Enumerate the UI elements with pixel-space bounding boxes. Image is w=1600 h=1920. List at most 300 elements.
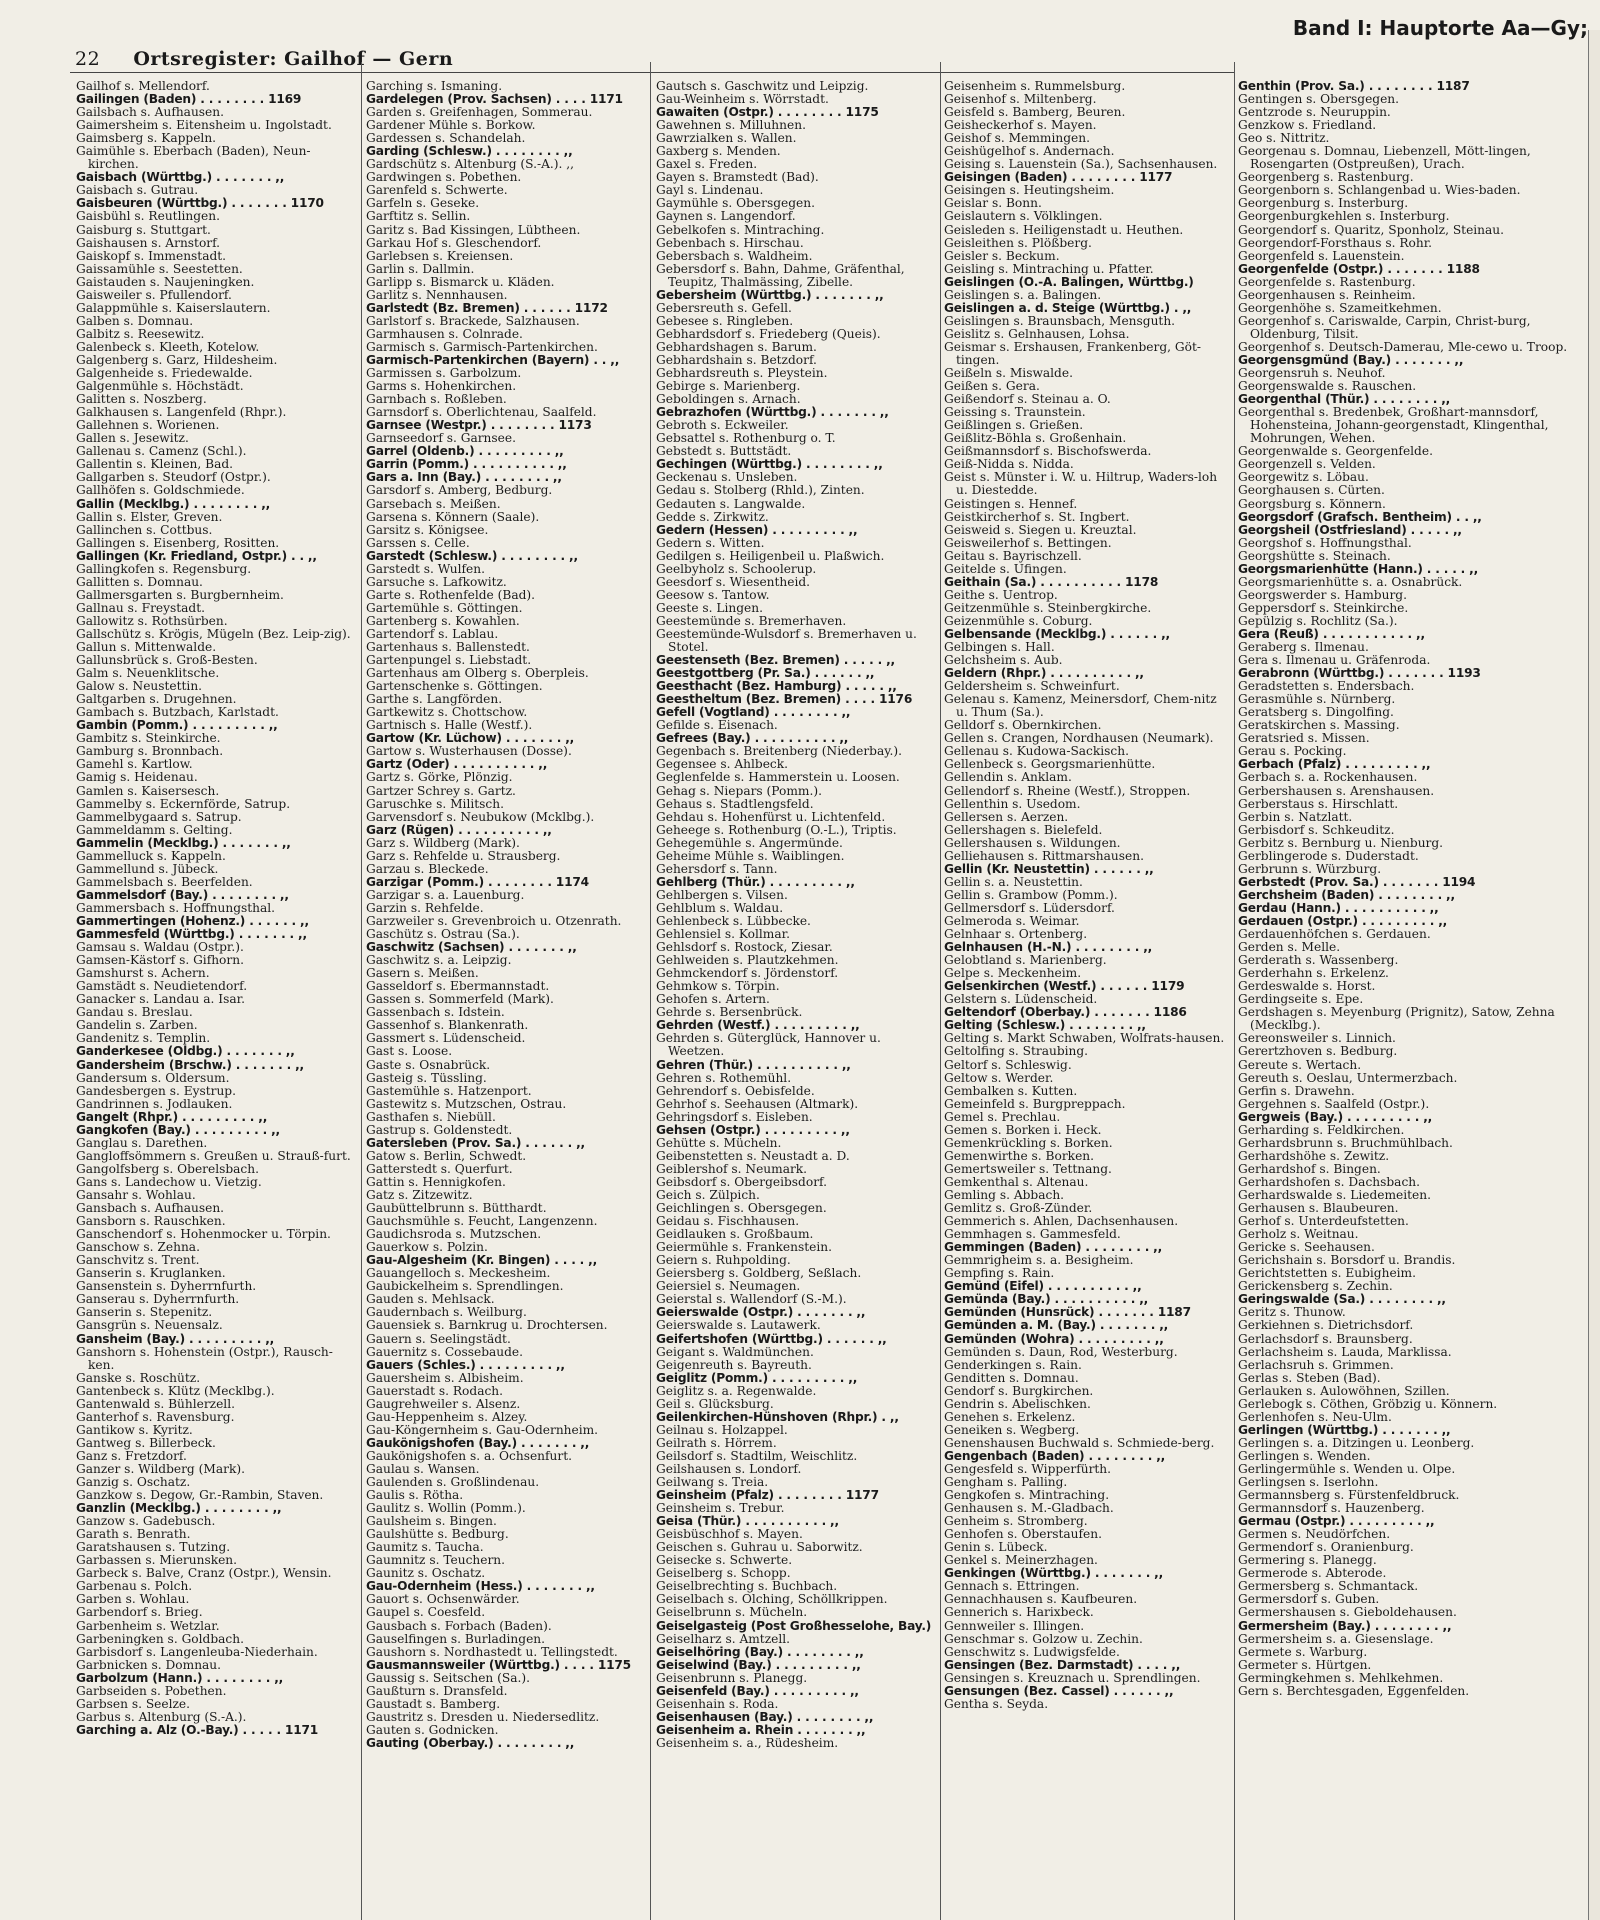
register-entry: Gehrhof s. Seehausen (Altmark). bbox=[656, 1097, 859, 1111]
register-entry: Geglenfelde s. Hammerstein u. Loosen. bbox=[656, 771, 900, 785]
register-entry: Gauselfingen s. Burladingen. bbox=[366, 1632, 546, 1646]
register-entry: Gehlsdorf s. Rostock, Ziesar. bbox=[656, 941, 833, 955]
register-entry: Gelchsheim s. Aub. bbox=[944, 654, 1063, 668]
register-entry: Gerlingen s. Wenden. bbox=[1238, 1449, 1371, 1463]
register-entry: Gereonsweiler s. Linnich. bbox=[1238, 1032, 1396, 1046]
register-entry: Geismar s. Ershausen, Frankenberg, Göt-tingen. bbox=[944, 340, 1201, 367]
register-entry: Gerhausen s. Blaubeuren. bbox=[1238, 1202, 1399, 1216]
register-entry: Gerderhahn s. Erkelenz. bbox=[1238, 967, 1389, 981]
register-entry: Geisfeld s. Bamberg, Beuren. bbox=[944, 106, 1126, 120]
register-entry-main: Gemünd (Eifel) . . . . . . . . . . ,, bbox=[944, 1280, 1142, 1294]
register-entry: Gallunsbrück s. Groß-Besten. bbox=[76, 654, 258, 668]
register-entry: Gansborn s. Rauschken. bbox=[76, 1215, 226, 1229]
register-entry: Gerhof s. Unterdeufstetten. bbox=[1238, 1215, 1409, 1229]
register-entry: Gans s. Landechow u. Vietzig. bbox=[76, 1175, 262, 1189]
register-entry: Georgewitz s. Löbau. bbox=[1238, 471, 1369, 485]
register-entry: Garbseiden s. Pobethen. bbox=[76, 1684, 227, 1698]
register-entry: Gereute s. Wertach. bbox=[1238, 1058, 1362, 1072]
register-entry: Gebelkofen s. Mintraching. bbox=[656, 223, 825, 237]
register-entry: Gennachhausen s. Kaufbeuren. bbox=[944, 1593, 1138, 1607]
register-entry-main: Gallin (Mecklbg.) . . . . . . . . ,, bbox=[76, 497, 271, 511]
register-entry: Gansgrün s. Neuensalz. bbox=[76, 1319, 223, 1333]
register-entry-main: Geldern (Rhpr.) . . . . . . . . . . ,, bbox=[944, 667, 1144, 681]
register-entry: Gallen s. Jesewitz. bbox=[76, 432, 189, 446]
register-entry: Gemling s. Abbach. bbox=[944, 1188, 1065, 1202]
register-entry: Geilnau s. Holzappel. bbox=[656, 1423, 788, 1437]
register-entry: Gedau s. Stolberg (Rhld.), Zinten. bbox=[656, 484, 865, 498]
register-entry: Gastrup s. Goldenstedt. bbox=[366, 1123, 513, 1137]
register-entry: Gehdau s. Hohenfürst u. Lichtenfeld. bbox=[656, 810, 886, 824]
register-entry: Gaubüttelbrunn s. Bütthardt. bbox=[366, 1202, 547, 1216]
register-entry: Galm s. Neuenklitsche. bbox=[76, 667, 220, 681]
register-entry-main: Gerchsheim (Baden) . . . . . . . . ,, bbox=[1238, 888, 1455, 902]
register-entry: Gerberstaus s. Hirschlatt. bbox=[1238, 797, 1399, 811]
register-entry: Ganglau s. Darethen. bbox=[76, 1136, 208, 1150]
register-entry: Gartkewitz s. Chottschow. bbox=[366, 706, 528, 720]
register-entry-main: Gaukönigshofen (Bay.) . . . . . . . ,, bbox=[366, 1436, 590, 1450]
register-entry: Genditten s. Domnau. bbox=[944, 1371, 1079, 1385]
register-entry: Geilshausen s. Londorf. bbox=[656, 1462, 802, 1476]
register-entry: Gallhöfen s. Goldschmiede. bbox=[76, 484, 245, 498]
register-entry: Gallitten s. Domnau. bbox=[76, 575, 203, 589]
register-entry-main: Garnsee (Westpr.) . . . . . . . . 1173 bbox=[366, 419, 592, 433]
register-entry-main: Gerdau (Hann.) . . . . . . . . . . ,, bbox=[1238, 901, 1439, 915]
register-entry: Gallun s. Mittenwalde. bbox=[76, 641, 217, 655]
register-entry: Garuschke s. Militsch. bbox=[366, 797, 504, 811]
register-entry: Gehegemühle s. Angermünde. bbox=[656, 836, 843, 850]
register-entry-main: Gammertingen (Hohenz.) . . . . . . ,, bbox=[76, 915, 309, 928]
register-entry: Garlipp s. Bismarck u. Kläden. bbox=[366, 275, 555, 289]
register-entry: Gebhardshagen s. Barum. bbox=[656, 340, 817, 354]
register-entry-main: Gemünden (Hunsrück) . . . . . . . 1187 bbox=[944, 1306, 1191, 1320]
register-entry: Gaußturn s. Dransfeld. bbox=[366, 1684, 508, 1698]
register-entry: Gellen s. Crangen, Nordhausen (Neumark). bbox=[944, 732, 1214, 746]
register-entry: Gambach s. Butzbach, Karlstadt. bbox=[76, 706, 279, 720]
register-entry-main: Gemmingen (Baden) . . . . . . . . ,, bbox=[944, 1241, 1163, 1255]
register-entry: Galgenheide s. Friedewalde. bbox=[76, 367, 253, 381]
register-entry-main: Ganderkesee (Oldbg.) . . . . . . . ,, bbox=[76, 1045, 295, 1059]
register-entry: Garfeln s. Geseke. bbox=[366, 197, 480, 211]
page-title: Ortsregister: Gailhof — Gern bbox=[133, 48, 454, 70]
register-entry: Gauernitz s. Cossebaude. bbox=[366, 1345, 524, 1359]
register-entry-main: Geringswalde (Sa.) . . . . . . . . ,, bbox=[1238, 1293, 1446, 1307]
register-entry-main: Germau (Ostpr.) . . . . . . . . . ,, bbox=[1238, 1515, 1435, 1529]
column-divider bbox=[1234, 62, 1235, 1920]
register-entry: Geiglitz s. a. Regenwalde. bbox=[656, 1384, 817, 1398]
register-entry: Gerlebogk s. Cöthen, Gröbzig u. Könnern. bbox=[1238, 1397, 1498, 1411]
register-entry: Garitz s. Bad Kissingen, Lübtheen. bbox=[366, 223, 581, 237]
register-entry: Garath s. Benrath. bbox=[76, 1528, 191, 1542]
register-entry: Garmhausen s. Colnrade. bbox=[366, 327, 523, 341]
register-entry: Gelpe s. Meckenheim. bbox=[944, 967, 1082, 981]
register-entry: Geisenhain s. Roda. bbox=[656, 1697, 779, 1711]
register-entry: Ganshorn s. Hohenstein (Ostpr.), Rausch-ken. bbox=[76, 1345, 333, 1372]
register-entry: Geesdorf s. Wiesentheid. bbox=[656, 575, 811, 589]
register-entry: Gassenhof s. Blankenrath. bbox=[366, 1019, 529, 1033]
register-entry: Geheime Mühle s. Waiblingen. bbox=[656, 849, 845, 863]
register-entry: Garlebsen s. Kreiensen. bbox=[366, 249, 514, 263]
register-entry: Gandersum s. Oldersum. bbox=[76, 1071, 230, 1085]
register-entry: Geizenmühle s. Coburg. bbox=[944, 614, 1093, 628]
register-entry: Gerharding s. Feldkirchen. bbox=[1238, 1123, 1405, 1137]
register-entry: Gaumnitz s. Teuchern. bbox=[366, 1554, 506, 1568]
register-entry: Galgenberg s. Garz, Hildesheim. bbox=[76, 353, 278, 367]
register-entry: Ganacker s. Landau a. Isar. bbox=[76, 993, 245, 1007]
register-entry: Garte s. Rothenfelde (Bad). bbox=[366, 588, 536, 602]
register-entry: Gehaus s. Stadtlengsfeld. bbox=[656, 797, 814, 811]
register-entry: Geil s. Glücksburg. bbox=[656, 1397, 774, 1411]
register-entry: Gerhardshöhe s. Zewitz. bbox=[1238, 1149, 1390, 1163]
register-entry: Gauort s. Ochsenwärder. bbox=[366, 1593, 520, 1607]
register-entry: Gansbach s. Aufhausen. bbox=[76, 1202, 225, 1216]
register-entry: Geibsdorf s. Obergeibsdorf. bbox=[656, 1175, 827, 1189]
register-entry: Gerlachsruh s. Grimmen. bbox=[1238, 1358, 1394, 1372]
register-entry: Gemkenthal s. Altenau. bbox=[944, 1175, 1089, 1189]
register-entry: Gellmersdorf s. Lüdersdorf. bbox=[944, 901, 1115, 915]
register-entry: Garlitz s. Nennhausen. bbox=[366, 288, 508, 302]
register-entry: Georgenau s. Domnau, Liebenzell, Mött-lingen, Rosengarten (Ostpreußen), Urach. bbox=[1238, 145, 1531, 172]
register-entry-main: Ganzlin (Mecklbg.) . . . . . . . . ,, bbox=[76, 1502, 282, 1516]
register-entry-main: Gemünda (Bay.) . . . . . . . . . . ,, bbox=[944, 1293, 1149, 1307]
column-divider bbox=[361, 62, 362, 1920]
register-entry: Gaimersheim s. Eitensheim u. Ingolstadt. bbox=[76, 119, 332, 133]
register-entry: Geiern s. Ruhpolding. bbox=[656, 1254, 791, 1268]
register-entry: Genehen s. Erkelenz. bbox=[944, 1410, 1076, 1424]
register-entry: Gereuth s. Oeslau, Untermerzbach. bbox=[1238, 1071, 1458, 1085]
register-entry: Gehringsdorf s. Eisleben. bbox=[656, 1110, 813, 1124]
register-entry: Gellendorf s. Rheine (Westf.), Stroppen. bbox=[944, 784, 1191, 798]
register-entry: Gaishausen s. Arnstorf. bbox=[76, 236, 221, 250]
register-entry: Gaudichsroda s. Mutzschen. bbox=[366, 1228, 542, 1242]
register-entry-main: Geestgottberg (Pr. Sa.) . . . . . . ,, bbox=[656, 667, 875, 681]
register-entry: Geiselbrunn s. Mücheln. bbox=[656, 1606, 808, 1620]
register-entry: Gengkofen s. Mintraching. bbox=[944, 1489, 1110, 1503]
register-entry: Geo s. Nittritz. bbox=[1238, 132, 1330, 146]
register-entry: Gerkiehnen s. Dietrichsdorf. bbox=[1238, 1319, 1414, 1333]
register-entry: Gemlitz s. Groß-Zünder. bbox=[944, 1202, 1093, 1216]
register-entry-main: Gandersheim (Brschw.) . . . . . . . ,, bbox=[76, 1058, 304, 1072]
register-entry: Geeste s. Lingen. bbox=[656, 601, 763, 615]
register-entry-main: Geislingen (O.-A. Balingen, Württbg.) bbox=[944, 275, 1194, 289]
register-entry: Geratsberg s. Dingolfing. bbox=[1238, 706, 1394, 720]
register-entry-main: Geisenhausen (Bay.) . . . . . . . . ,, bbox=[656, 1710, 874, 1724]
register-entry: Georgenwalde s. Georgenfelde. bbox=[1238, 445, 1433, 459]
register-entry: Gassenbach s. Idstein. bbox=[366, 1006, 505, 1020]
register-entry: Gellenau s. Kudowa-Sackisch. bbox=[944, 745, 1129, 759]
register-entry-main: Gerabronn (Württbg.) . . . . . . . 1193 bbox=[1238, 667, 1481, 681]
register-entry: Gallin s. Elster, Greven. bbox=[76, 510, 223, 524]
register-entry-main: Gammesfeld (Württbg.) . . . . . . . ,, bbox=[76, 928, 307, 942]
register-entry: Gerholz s. Weitnau. bbox=[1238, 1228, 1359, 1242]
register-entry: Garnsdorf s. Oberlichtenau, Saalfeld. bbox=[366, 406, 597, 420]
register-entry: Garbassen s. Mierunsken. bbox=[76, 1554, 238, 1568]
register-entry: Gensingen s. Kreuznach u. Sprendlingen. bbox=[944, 1671, 1201, 1685]
register-entry: Gelting s. Markt Schwaben, Wolfrats-hausen. bbox=[944, 1032, 1225, 1046]
register-entry: Gallowitz s. Rothsürben. bbox=[76, 614, 228, 628]
register-entry: Gaulshütte s. Bedburg. bbox=[366, 1528, 509, 1542]
register-entry: Geiselbach s. Ölching, Schöllkrippen. bbox=[656, 1593, 888, 1607]
register-entry: Gau-Heppenheim s. Alzey. bbox=[366, 1410, 528, 1424]
register-entry: Garbenau s. Polch. bbox=[76, 1580, 193, 1594]
register-entry: Gantenwald s. Bühlerzell. bbox=[76, 1397, 235, 1411]
register-entry: Georgenhof s. Deutsch-Damerau, Mle-cewo u. Troop. bbox=[1238, 340, 1568, 354]
register-entry-main: Gawaiten (Ostpr.) . . . . . . . . 1175 bbox=[656, 106, 879, 120]
register-entry-main: Gellin (Kr. Neustettin) . . . . . . ,, bbox=[944, 862, 1154, 876]
register-entry-main: Gemünden a. M. (Bay.) . . . . . . . ,, bbox=[944, 1319, 1169, 1333]
register-entry-main: Geisenheim a. Rhein . . . . . . . ,, bbox=[656, 1723, 866, 1737]
register-entry: Garbisdorf s. Langenleuba-Niederhain. bbox=[76, 1645, 318, 1659]
register-entry: Gebirge s. Marienberg. bbox=[656, 380, 801, 394]
register-entry: Gempfing s. Rain. bbox=[944, 1267, 1055, 1281]
register-entry: Gemenkrückling s. Borken. bbox=[944, 1136, 1113, 1150]
register-entry: Gastewitz s. Mutzschen, Ostrau. bbox=[366, 1097, 567, 1111]
register-entry: Gaymühle s. Obersgegen. bbox=[656, 197, 815, 211]
register-entry: Gehlenbeck s. Lübbecke. bbox=[656, 915, 811, 928]
volume-header: Band I: Hauptorte Aa—Gy; bbox=[1292, 16, 1588, 40]
register-entry-main: Geesthacht (Bez. Hamburg) . . . . . ,, bbox=[656, 680, 897, 694]
register-entry: Garlin s. Dallmin. bbox=[366, 262, 475, 276]
register-entry: Ganserin s. Stepenitz. bbox=[76, 1306, 213, 1320]
register-entry: Genschmar s. Golzow u. Zechin. bbox=[944, 1632, 1143, 1646]
register-entry: Gentha s. Seyda. bbox=[944, 1697, 1049, 1711]
register-entry: Geilwang s. Treia. bbox=[656, 1476, 769, 1490]
register-entry: Geichlingen s. Obersgegen. bbox=[656, 1202, 827, 1216]
register-entry: Georghausen s. Cürten. bbox=[1238, 484, 1385, 498]
register-entry: Geiermühle s. Frankenstein. bbox=[656, 1241, 832, 1255]
register-entry: Gellin s. Grambow (Pomm.). bbox=[944, 888, 1118, 902]
register-entry: Geidlauken s. Großbaum. bbox=[656, 1228, 814, 1242]
register-entry: Gamshurst s. Achern. bbox=[76, 967, 210, 981]
register-entry: Garbsen s. Seelze. bbox=[76, 1697, 191, 1711]
register-entry: Gaiskopf s. Immenstadt. bbox=[76, 249, 227, 263]
register-entry: Geckenau s. Unsleben. bbox=[656, 471, 798, 485]
register-entry: Ganschow s. Zehna. bbox=[76, 1241, 200, 1255]
register-entry: Geisenhof s. Miltenberg. bbox=[944, 93, 1097, 107]
register-entry: Gassmert s. Lüdenscheid. bbox=[366, 1032, 526, 1046]
register-entry: Gerlingsen s. Iserlohn. bbox=[1238, 1476, 1379, 1490]
register-entry: Geigant s. Waldmünchen. bbox=[656, 1345, 814, 1359]
register-entry: Georgendorf s. Quaritz, Sponholz, Steinau. bbox=[1238, 223, 1505, 237]
register-entry: Gerhardshof s. Bingen. bbox=[1238, 1162, 1381, 1176]
register-entry: Gatz s. Zitzewitz. bbox=[366, 1188, 473, 1202]
register-entry: Garsuche s. Lafkowitz. bbox=[366, 575, 507, 589]
register-entry: Gelldorf s. Obernkirchen. bbox=[944, 719, 1102, 733]
register-entry: Gebhardsreuth s. Pleystein. bbox=[656, 367, 828, 381]
register-entry: Gerbin s. Natzlatt. bbox=[1238, 810, 1353, 824]
register-entry: Garzweiler s. Grevenbroich u. Otzenrath. bbox=[366, 915, 622, 928]
register-entry: Germersberg s. Schmantack. bbox=[1238, 1580, 1419, 1594]
register-entry: Geheege s. Rothenburg (O.-L.), Triptis. bbox=[656, 823, 897, 837]
register-entry: Geisler s. Beckum. bbox=[944, 249, 1060, 263]
register-entry-main: Gangelt (Rhpr.) . . . . . . . . . ,, bbox=[76, 1110, 268, 1124]
register-entry: Galbitz s. Reesewitz. bbox=[76, 327, 205, 341]
register-entry: Gemünden s. Daun, Rod, Westerburg. bbox=[944, 1345, 1178, 1359]
register-entry-main: Gallingen (Kr. Friedland, Ostpr.) . . ,, bbox=[76, 549, 317, 563]
register-entry: Geltorf s. Schleswig. bbox=[944, 1058, 1072, 1072]
register-entry: Gengham s. Palling. bbox=[944, 1476, 1068, 1490]
register-entry: Gengesfeld s. Wipperfürth. bbox=[944, 1462, 1112, 1476]
register-entry: Gaushorn s. Nordhastedt u. Tellingstedt. bbox=[366, 1645, 618, 1659]
register-entry: Garbus s. Altenburg (S.-A.). bbox=[76, 1710, 247, 1724]
register-entry: Garthe s. Langförden. bbox=[366, 693, 503, 707]
register-entry: Gauersheim s. Albisheim. bbox=[366, 1371, 524, 1385]
register-entry-main: Gerbach (Pfalz) . . . . . . . . . ,, bbox=[1238, 758, 1431, 772]
register-entry: Ganzkow s. Degow, Gr.-Rambin, Staven. bbox=[76, 1489, 324, 1503]
register-entry: Gemenwirthe s. Borken. bbox=[944, 1149, 1094, 1163]
register-entry: Gammelluck s. Kappeln. bbox=[76, 849, 226, 863]
register-entry: Gaisweiler s. Pfullendorf. bbox=[76, 288, 232, 302]
register-entry: Ganzer s. Wildberg (Mark). bbox=[76, 1462, 245, 1476]
register-entry: Gaxel s. Freden. bbox=[656, 158, 758, 172]
register-entry: Gedilgen s. Heiligenbeil u. Plaßwich. bbox=[656, 549, 885, 563]
register-entry: Gerlas s. Steben (Bad). bbox=[1238, 1371, 1381, 1385]
register-entry: Gauern s. Seelingstädt. bbox=[366, 1332, 511, 1346]
register-entry: Gelmeroda s. Weimar. bbox=[944, 915, 1080, 928]
register-entry: Georgenburg s. Insterburg. bbox=[1238, 197, 1409, 211]
register-entry: Georgsburg s. Könnern. bbox=[1238, 497, 1386, 511]
register-entry: Gartzer Schrey s. Gartz. bbox=[366, 784, 516, 798]
register-entry-main: Gedern (Hessen) . . . . . . . . . ,, bbox=[656, 523, 858, 537]
register-entry: Germannsberg s. Fürstenfeldbruck. bbox=[1238, 1489, 1460, 1503]
register-entry: Gerdingseite s. Epe. bbox=[1238, 993, 1364, 1007]
register-entry: Geinsheim s. Trebur. bbox=[656, 1502, 785, 1516]
register-column-3 bbox=[656, 80, 935, 1750]
register-entry: Gelliehausen s. Rittmarshausen. bbox=[944, 849, 1144, 863]
register-entry-main: Gangkofen (Bay.) . . . . . . . . . ,, bbox=[76, 1123, 280, 1137]
register-entry: Gatow s. Berlin, Schwedt. bbox=[366, 1149, 527, 1163]
register-entry: Germersdorf s. Guben. bbox=[1238, 1593, 1380, 1607]
register-entry: Garms s. Hohenkirchen. bbox=[366, 380, 517, 394]
register-entry: Geneiken s. Wegberg. bbox=[944, 1423, 1080, 1437]
register-entry: Ganschvitz s. Trent. bbox=[76, 1254, 200, 1268]
register-entry: Gartenhaus am Ölberg s. Oberpleis. bbox=[366, 667, 589, 681]
register-entry: Garlstorf s. Brackede, Salzhausen. bbox=[366, 314, 580, 328]
register-entry-main: Geisa (Thür.) . . . . . . . . . . ,, bbox=[656, 1515, 839, 1529]
register-entry-main: Geiglitz (Pomm.) . . . . . . . . . ,, bbox=[656, 1371, 858, 1385]
register-entry: Geislautern s. Völklingen. bbox=[944, 210, 1103, 224]
register-entry: Gauerstadt s. Rodach. bbox=[366, 1384, 504, 1398]
register-entry: Geissing s. Traunstein. bbox=[944, 406, 1086, 420]
register-entry: Georgenhausen s. Reinheim. bbox=[1238, 288, 1416, 302]
register-entry-main: Georgenthal (Thür.) . . . . . . . . ,, bbox=[1238, 393, 1451, 407]
register-entry: Geisbüschhof s. Mayen. bbox=[656, 1528, 803, 1542]
register-entry: Gerlingen s. a. Ditzingen u. Leonberg. bbox=[1238, 1436, 1475, 1450]
register-entry: Geierswalde s. Lautawerk. bbox=[656, 1319, 821, 1333]
register-entry: Gantweg s. Billerbeck. bbox=[76, 1436, 216, 1450]
register-entry: Gentingen s. Obersgegen. bbox=[1238, 93, 1400, 107]
register-entry: Ganzow s. Gadebusch. bbox=[76, 1515, 216, 1529]
register-entry-main: Gensungen (Bez. Cassel) . . . . . . ,, bbox=[944, 1684, 1174, 1698]
register-entry: Gemertsweiler s. Tettnang. bbox=[944, 1162, 1112, 1176]
register-entry: Gambitz s. Steinkirche. bbox=[76, 732, 221, 746]
register-entry: Gandrinnen s. Jodlauken. bbox=[76, 1097, 233, 1111]
register-entry: Gaimsberg s. Kappeln. bbox=[76, 132, 217, 146]
register-column-1 bbox=[76, 80, 356, 1737]
register-entry: Geldersheim s. Schweinfurt. bbox=[944, 680, 1120, 694]
register-entry: Genin s. Lübeck. bbox=[944, 1541, 1048, 1555]
register-entry: Geppersdorf s. Steinkirche. bbox=[1238, 601, 1409, 615]
register-entry: Garzigar s. a. Lauenburg. bbox=[366, 888, 525, 902]
register-entry: Gantenbeck s. Klütz (Mecklbg.). bbox=[76, 1384, 275, 1398]
register-entry: Gerasmühle s. Nürnberg. bbox=[1238, 693, 1396, 707]
register-entry: Gedde s. Zirkwitz. bbox=[656, 510, 769, 524]
register-entry-main: Gelsenkirchen (Westf.) . . . . . . 1179 bbox=[944, 980, 1185, 994]
register-entry: Gardschütz s. Altenburg (S.-A.). ,, bbox=[366, 158, 575, 172]
register-entry: Gauerkow s. Polzin. bbox=[366, 1241, 488, 1255]
adjacent-page-edge bbox=[1588, 30, 1600, 1920]
register-entry: Gammelby s. Eckernförde, Satrup. bbox=[76, 797, 291, 811]
register-entry: Gebesee s. Ringleben. bbox=[656, 314, 794, 328]
register-entry: Gaistauden s. Naujeningken. bbox=[76, 275, 255, 289]
register-entry: Ganschendorf s. Hohenmocker u. Törpin. bbox=[76, 1228, 331, 1242]
register-entry: Georgenfelde s. Rastenburg. bbox=[1238, 275, 1416, 289]
register-entry: Garmisch s. Garmisch-Partenkirchen. bbox=[366, 340, 598, 354]
register-entry: Gaulitz s. Wollin (Pomm.). bbox=[366, 1502, 526, 1516]
register-entry: Geitzenmühle s. Steinbergkirche. bbox=[944, 601, 1152, 615]
register-entry: Gamehl s. Kartlow. bbox=[76, 758, 193, 772]
register-entry: Gaisburg s. Stuttgart. bbox=[76, 223, 211, 237]
register-entry-main: Genthin (Prov. Sa.) . . . . . . . . 1187 bbox=[1238, 80, 1470, 93]
register-entry: Gerichtstetten s. Eubigheim. bbox=[1238, 1267, 1416, 1281]
register-entry: Gansahr s. Wohlau. bbox=[76, 1188, 196, 1202]
register-entry: Gayen s. Bramstedt (Bad). bbox=[656, 171, 819, 185]
register-entry-main: Georgsdorf (Grafsch. Bentheim) . . ,, bbox=[1238, 510, 1482, 524]
register-entry: Gasteig s. Tüssling. bbox=[366, 1071, 487, 1085]
register-entry: Gebhardshain s. Betzdorf. bbox=[656, 353, 817, 367]
register-entry: Georgshof s. Hoffnungsthal. bbox=[1238, 536, 1412, 550]
register-entry-main: Garrel (Oldenb.) . . . . . . . . . ,, bbox=[366, 445, 564, 459]
register-entry: Garzin s. Rehfelde. bbox=[366, 901, 484, 915]
register-entry-main: Gelnhausen (H.-N.) . . . . . . . . ,, bbox=[944, 941, 1153, 955]
register-entry: Gallenau s. Camenz (Schl.). bbox=[76, 445, 247, 459]
register-entry: Gemel s. Prechlau. bbox=[944, 1110, 1061, 1124]
register-entry: Geishof s. Memmingen. bbox=[944, 132, 1090, 146]
register-entry: Germannsdorf s. Hauzenberg. bbox=[1238, 1502, 1425, 1516]
register-entry: Gamsen-Kästorf s. Gifhorn. bbox=[76, 954, 244, 968]
register-entry: Garssen s. Celle. bbox=[366, 536, 470, 550]
register-entry: Gasthafen s. Niebüll. bbox=[366, 1110, 496, 1124]
register-entry: Gerau s. Pocking. bbox=[1238, 745, 1347, 759]
register-entry: Gehersdorf s. Tann. bbox=[656, 862, 778, 876]
register-entry-main: Garz (Rügen) . . . . . . . . . . ,, bbox=[366, 823, 552, 837]
register-entry: Garbenheim s. Wetzlar. bbox=[76, 1619, 220, 1633]
register-entry: Ganterhof s. Ravensburg. bbox=[76, 1410, 235, 1424]
register-entry: Gaunitz s. Oschatz. bbox=[366, 1567, 486, 1581]
register-entry-main: Georgensgmünd (Bay.) . . . . . . . ,, bbox=[1238, 353, 1464, 367]
register-entry: Gebersdorf s. Bahn, Dahme, Gräfenthal, Teupitz, Thalmässing, Zibelle. bbox=[656, 262, 905, 289]
register-entry: Gerertzhoven s. Bedburg. bbox=[1238, 1045, 1398, 1059]
register-entry: Geich s. Zülpich. bbox=[656, 1188, 760, 1202]
register-entry: Gaulsheim s. Bingen. bbox=[366, 1515, 497, 1529]
register-entry: Genkel s. Meinerzhagen. bbox=[944, 1554, 1098, 1568]
register-entry: Gemen s. Borken i. Heck. bbox=[944, 1123, 1102, 1137]
register-entry-main: Gengenbach (Baden) . . . . . . . . ,, bbox=[944, 1449, 1166, 1463]
register-entry: Gentzrode s. Neuruppin. bbox=[1238, 106, 1391, 120]
register-entry-main: Gau-Odernheim (Hess.) . . . . . . . ,, bbox=[366, 1580, 595, 1594]
register-entry-main: Gartz (Oder) . . . . . . . . . . ,, bbox=[366, 758, 548, 772]
register-entry: Gebersbach s. Waldheim. bbox=[656, 249, 813, 263]
register-entry: Geisecke s. Schwerte. bbox=[656, 1554, 793, 1568]
register-entry: Geisheckerhof s. Mayen. bbox=[944, 119, 1097, 133]
register-entry: Gebhardsdorf s. Friedeberg (Queis). bbox=[656, 327, 881, 341]
register-entry: Geishügelhof s. Andernach. bbox=[944, 145, 1115, 159]
register-entry: Geistkircherhof s. St. Ingbert. bbox=[944, 510, 1130, 524]
register-entry: Geisleithen s. Plößberg. bbox=[944, 236, 1092, 250]
register-entry: Geislar s. Bonn. bbox=[944, 197, 1042, 211]
register-entry: Geritz s. Thunow. bbox=[1238, 1306, 1346, 1320]
register-entry-main: Gelbensande (Mecklbg.) . . . . . . ,, bbox=[944, 627, 1170, 641]
register-entry: Gaubickelheim s. Sprendlingen. bbox=[366, 1280, 564, 1294]
